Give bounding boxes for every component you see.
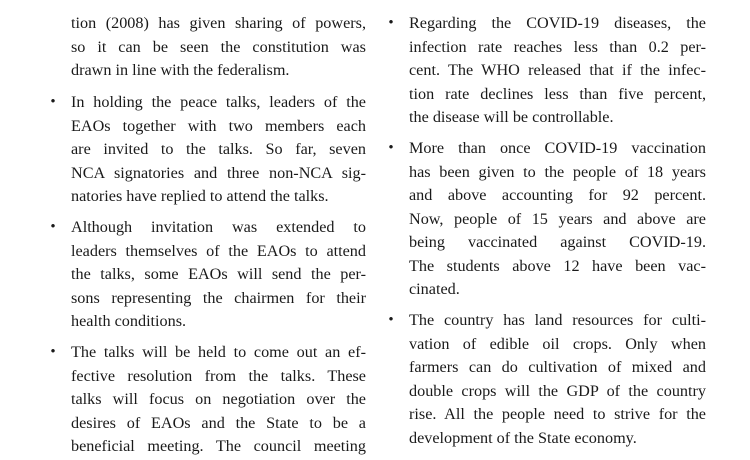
paragraph-lines: [71, 12, 366, 83]
text-line: drawn in line with the federalism.: [71, 61, 290, 79]
text-line: EAOs together with two members each: [71, 116, 366, 135]
text-line: infection rate reaches less than 0.2 per-: [409, 37, 706, 56]
text-line: talks will focus on negotiation over the: [71, 390, 366, 408]
text-line: More than once COVID-19 vaccination: [409, 139, 706, 157]
bullet-marker: •: [388, 15, 394, 31]
paragraph-lines: [71, 341, 366, 459]
text-line: Now, people of 15 years and above are: [409, 209, 706, 228]
text-line: the talks, some EAOs will send the per-: [71, 265, 366, 283]
text-line: has been given to the people of 18 years: [409, 162, 706, 181]
text-line: natories have replied to attend the talks.: [71, 187, 329, 205]
text-line: Regarding the COVID-19 diseases, the: [409, 14, 706, 32]
bullet-marker: •: [50, 344, 56, 360]
text-line: and above accounting for 92 percent.: [409, 186, 706, 204]
text-line: sons representing the chairmen for their: [71, 288, 366, 307]
text-line: tion (2008) has given sharing of powers,: [71, 14, 366, 32]
paragraph-lines: [409, 137, 706, 302]
text-line: tion rate declines less than five percent,: [409, 84, 706, 103]
text-line: vation of edible oil crops. Only when: [409, 334, 706, 353]
paragraph-lines: [71, 91, 366, 209]
text-line: fective resolution from the talks. These: [71, 366, 366, 385]
text-line: health conditions.: [71, 312, 187, 330]
bullet-marker: •: [50, 94, 56, 110]
paragraph-lines: [71, 216, 366, 334]
text-line: cent. The WHO released that if the infec-: [409, 61, 706, 79]
text-line: so it can be seen the constitution was: [71, 37, 366, 56]
text-line: The students above 12 have been vac-: [409, 256, 706, 275]
text-line: rise. All the people need to strive for the: [409, 405, 706, 423]
paragraph-lines: [409, 12, 706, 130]
text-line: being vaccinated against COVID-19.: [409, 233, 706, 251]
text-line: cinated.: [409, 280, 460, 298]
text-line: farmers can do cultivation of mixed and: [409, 358, 706, 376]
text-line: the disease will be controllable.: [409, 108, 614, 126]
text-line: are invited to the talks. So far, seven: [71, 140, 366, 158]
text-line: desires of EAOs and the State to be a: [71, 413, 366, 432]
text-line: NCA signatories and three non-NCA sig-: [71, 163, 366, 182]
text-line: leaders themselves of the EAOs to attend: [71, 241, 366, 260]
bullet-marker: •: [50, 219, 56, 235]
text-line: beneficial meeting. The council meeting: [71, 437, 366, 455]
text-line: Although invitation was extended to: [71, 218, 366, 236]
bullet-marker: •: [388, 140, 394, 156]
paragraph-lines: [409, 309, 706, 450]
text-line: development of the State economy.: [409, 428, 637, 447]
text-line: The country has land resources for culti-: [409, 311, 706, 329]
text-line: The talks will be held to come out an ef-: [71, 343, 366, 361]
text-line: double crops will the GDP of the country: [409, 381, 706, 400]
bullet-marker: •: [388, 312, 394, 328]
text-line: In holding the peace talks, leaders of the: [71, 93, 366, 111]
